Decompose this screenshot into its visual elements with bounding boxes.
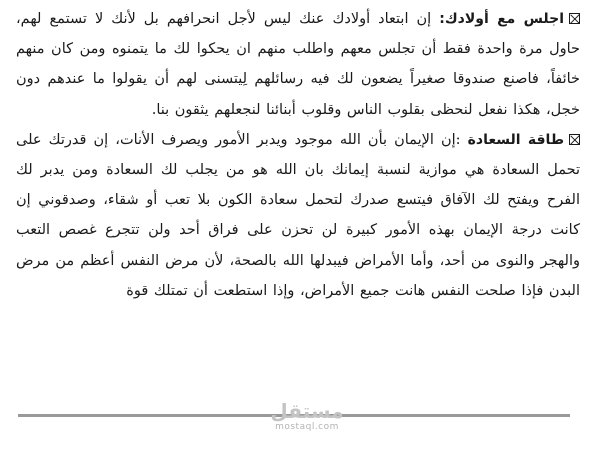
section-heading: اجلس مع أولادك:	[439, 11, 564, 27]
section-body: إن ابتعاد أولادك عنك ليس لأجل انحرافهم بل لأنك لا تستمع لهم، حاول مرة واحدة فقط أن تجلس معهم واطلب منهم ان يحكوا لك ما يتمنوه ومن كان منهم خائفاً، فاصنع صندوقا صغيراً يضعون لك فيه رسائلهم لِيتسنى لهم أن يقولوا ما عندهم دون خجل، هكذا نفعل لنحظى بقلوب الناس وقلوب أبنائنا لنجعلهم يثقون بنا.	[16, 11, 580, 118]
watermark-latin: mostaql.com	[275, 422, 339, 432]
section-heading: طاقة السعادة	[467, 131, 565, 148]
section-body: :إن الإيمان بأن الله موجود ويدبر الأمور ويصرف الأنات، إن قدرتك على تحمل السعادة هي موازية لنسبة إيمانك بان الله هو من يجلب لك السعادة ومن يدبر لك الفرح ويفتح لك الآفاق فيتسع صدرك لتحمل سعادة الكون بلا تعب أو شقاء، وصدقوني إن كانت درجة الإيمان بهذه الأمور كبيرة لن تحزن على فراق أحد ولن تتجرع غصص التعب والهجر والنوى من أحد، وأما الأمراض فيبدلها الله بالصحة، لأن مرض النفس أعظم من مرض البدن فإذا صلحت النفس هانت جميع الأمراض، وإذا استطعت أن تمتلك قوة	[16, 131, 580, 299]
section-happiness	[16, 125, 580, 306]
document-page	[16, 4, 580, 374]
watermark-arabic: مستقل	[270, 399, 344, 423]
section-children	[16, 4, 580, 125]
checkbox-bullet-icon	[569, 13, 580, 24]
footer-divider	[18, 414, 570, 417]
checkbox-bullet-icon	[569, 134, 580, 145]
